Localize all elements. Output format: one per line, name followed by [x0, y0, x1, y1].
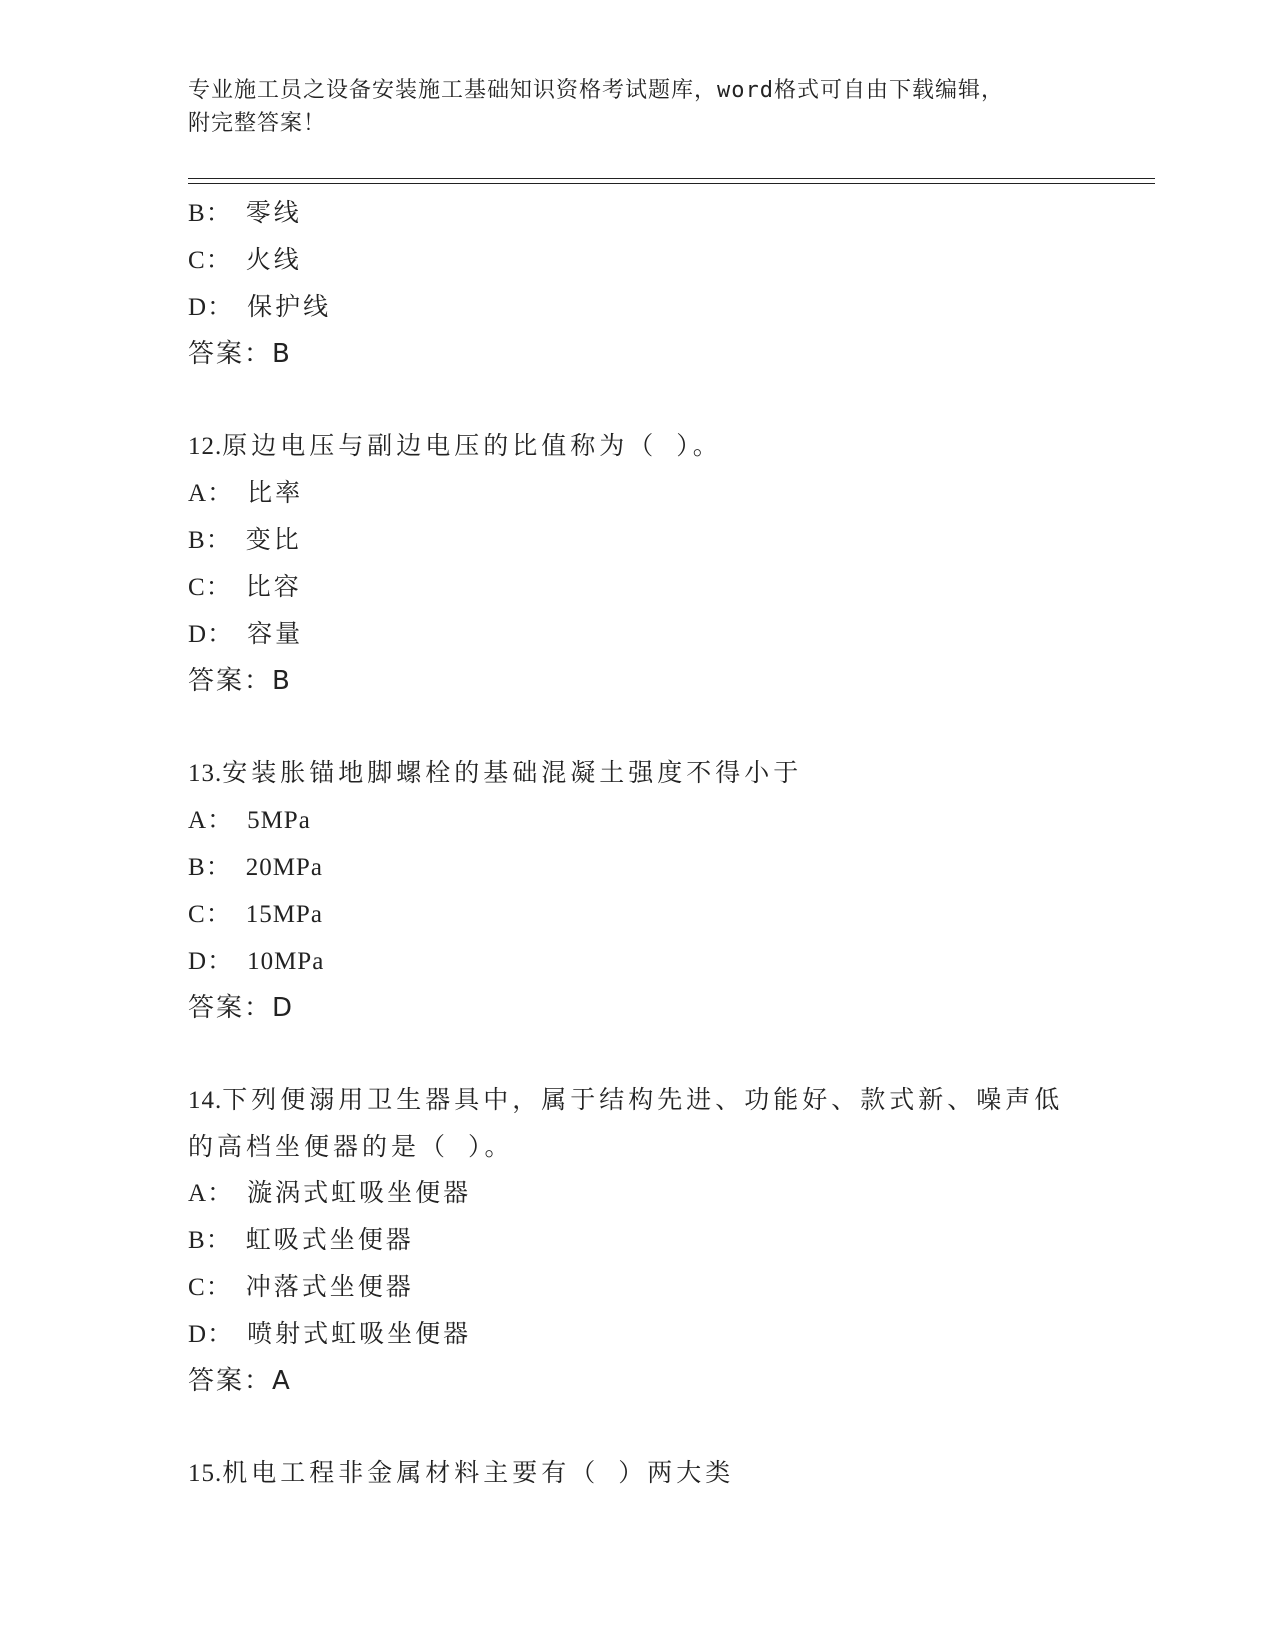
option-d — [188, 611, 1148, 658]
option-c — [188, 564, 1148, 611]
question-number: 14. — [188, 1087, 223, 1114]
question-stem — [188, 750, 1148, 797]
question-number: 15. — [188, 1460, 223, 1487]
option-letter: C — [188, 1274, 206, 1301]
question-text: 下列便溺用卫生器具中，属于结构先进、功能好、款式新、噪声低 — [222, 1085, 1064, 1114]
question-number: 12. — [188, 433, 223, 460]
option-text: 10MPa — [247, 948, 325, 975]
answer-label: 答案： — [188, 1366, 273, 1396]
option-c — [188, 237, 1148, 284]
option-letter: C — [188, 247, 206, 274]
option-separator: ： — [205, 525, 234, 554]
option-a — [188, 470, 1148, 517]
question-15 — [188, 1450, 1148, 1497]
option-separator: ： — [207, 619, 236, 648]
option-text: 比率 — [247, 478, 304, 507]
option-text: 15MPa — [245, 901, 323, 928]
option-separator: ： — [207, 805, 236, 834]
option-text: 火线 — [245, 245, 302, 274]
option-text: 保护线 — [247, 292, 332, 321]
option-letter: D — [188, 294, 208, 321]
question-text: 原边电压与副边电压的比值称为（ ）。 — [222, 431, 722, 460]
option-separator: ： — [205, 1225, 234, 1254]
question-12 — [188, 423, 1148, 704]
header-divider-top — [188, 178, 1155, 179]
document-header — [188, 74, 1088, 140]
option-d — [188, 1311, 1148, 1358]
option-letter: A — [188, 1180, 208, 1207]
question-11-continued — [188, 190, 1148, 377]
option-letter: A — [188, 480, 208, 507]
option-letter: B — [188, 527, 206, 554]
option-text: 20MPa — [245, 854, 323, 881]
option-c — [188, 891, 1148, 938]
option-letter: B — [188, 1227, 206, 1254]
option-text: 容量 — [247, 619, 304, 648]
option-letter: B — [188, 854, 206, 881]
option-d — [188, 284, 1148, 331]
answer-line — [188, 658, 1148, 704]
answer-label: 答案： — [188, 666, 273, 696]
option-separator: ： — [205, 572, 234, 601]
answer-value: D — [272, 993, 295, 1023]
option-c — [188, 1264, 1148, 1311]
question-14 — [188, 1077, 1148, 1404]
header-divider-bottom — [188, 183, 1155, 184]
answer-value: A — [272, 1366, 292, 1396]
option-text: 喷射式虹吸坐便器 — [247, 1319, 472, 1348]
question-list — [188, 190, 1148, 1497]
question-number: 13. — [188, 760, 223, 787]
answer-line — [188, 331, 1148, 377]
option-letter: C — [188, 901, 206, 928]
option-letter: B — [188, 200, 206, 227]
answer-label: 答案： — [188, 339, 273, 369]
answer-value: B — [272, 339, 292, 369]
option-text: 虹吸式坐便器 — [245, 1225, 414, 1254]
option-a — [188, 1170, 1148, 1217]
option-text: 5MPa — [247, 807, 311, 834]
option-separator: ： — [207, 478, 236, 507]
option-letter: C — [188, 574, 206, 601]
option-separator: ： — [207, 1319, 236, 1348]
option-text: 比容 — [245, 572, 302, 601]
option-text: 零线 — [245, 198, 302, 227]
option-b — [188, 1217, 1148, 1264]
option-letter: D — [188, 621, 208, 648]
option-b — [188, 190, 1148, 237]
option-b — [188, 844, 1148, 891]
option-letter: D — [188, 1321, 208, 1348]
option-separator: ： — [205, 852, 234, 881]
option-a — [188, 797, 1148, 844]
question-text: 安装胀锚地脚螺栓的基础混凝土强度不得小于 — [222, 758, 803, 787]
option-text: 漩涡式虹吸坐便器 — [247, 1178, 472, 1207]
option-separator: ： — [207, 946, 236, 975]
question-13 — [188, 750, 1148, 1031]
answer-line — [188, 985, 1148, 1031]
option-separator: ： — [205, 899, 234, 928]
answer-label: 答案： — [188, 993, 273, 1023]
question-stem — [188, 1450, 1148, 1497]
option-separator: ： — [207, 1178, 236, 1207]
question-stem — [188, 423, 1148, 470]
option-text: 冲落式坐便器 — [245, 1272, 414, 1301]
option-b — [188, 517, 1148, 564]
question-text-continued: 的高档坐便器的是（ ）。 — [188, 1132, 514, 1161]
option-d — [188, 938, 1148, 985]
option-separator: ： — [205, 245, 234, 274]
header-line-1: 专业施工员之设备安装施工基础知识资格考试题库，word格式可自由下载编辑， — [188, 78, 1004, 103]
option-letter: D — [188, 948, 208, 975]
answer-value: B — [272, 666, 292, 696]
option-text: 变比 — [245, 525, 302, 554]
option-separator: ： — [207, 292, 236, 321]
option-separator: ： — [205, 1272, 234, 1301]
question-stem — [188, 1077, 1148, 1124]
option-letter: A — [188, 807, 208, 834]
option-separator: ： — [205, 198, 234, 227]
question-text: 机电工程非金属材料主要有（ ）两大类 — [222, 1458, 735, 1487]
header-line-2: 附完整答案！ — [188, 111, 327, 136]
answer-line — [188, 1358, 1148, 1404]
